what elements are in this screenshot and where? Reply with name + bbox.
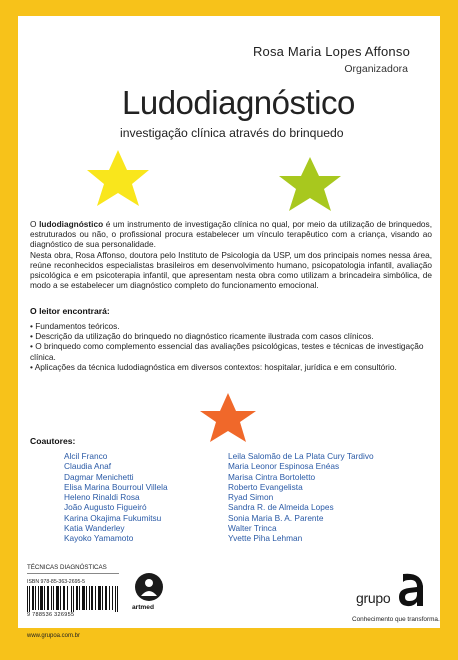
list-item: • Fundamentos teóricos.	[30, 321, 120, 331]
series-label: TÉCNICAS DIAGNÓSTICAS	[27, 564, 107, 571]
reader-heading: O leitor encontrará:	[30, 306, 110, 316]
artmed-logo-icon	[134, 572, 164, 602]
barcode-icon	[27, 586, 119, 612]
description-paragraph-1: O ludodiagnóstico é um instrumento de investigação clínica no qual, por meio da utilização de brinquedos, estruturados ou não, o profissional procura estabelecer um vínculo terapêutico com a criança, visando ao diagnóstico de sua personalidade.	[30, 219, 432, 250]
coauthor-name: Sonia Maria B. A. Parente	[228, 512, 324, 523]
coauthors-column-left	[64, 451, 168, 544]
coauthor-name: Claudia Anaf	[64, 461, 112, 472]
coauthors-heading: Coautores:	[30, 436, 76, 446]
coauthor-name: Sandra R. de Almeida Lopes	[228, 502, 334, 513]
reader-bullet-list	[30, 321, 434, 372]
highlight-term: ludodiagnóstico	[39, 219, 104, 229]
coauthor-name: Elisa Marina Bourroul Villela	[64, 481, 168, 492]
book-title: Ludodiagnóstico	[122, 84, 355, 121]
divider	[27, 573, 119, 574]
coauthor-name: Walter Trinca	[228, 523, 277, 534]
coauthor-name: Maria Leonor Espinosa Enéas	[228, 461, 340, 472]
coauthor-name: Katia Wanderley	[64, 523, 125, 534]
coauthors-column-right	[228, 451, 374, 544]
coauthor-name: Alcil Franco	[64, 451, 108, 461]
description-paragraph-2: Nesta obra, Rosa Affonso, doutora pelo Instituto de Psicologia da USP, um dos principais nomes nessa área, reúne reconhecidos especialistas brasileiros em desenvolvimento humano, psicopatologia infantil, avaliação psicológica e em psicoterapia infantil, que apresentam nesta obra como utilizam a brincadeira simbólica, de modo a se estabelecer um diagnóstico completo do funcionamento emocional.	[30, 249, 432, 291]
author-role: Organizadora	[344, 63, 408, 75]
coauthor-name: João Augusto Figueiró	[64, 502, 147, 513]
coauthor-name: Marisa Cintra Bortoletto	[228, 471, 316, 482]
barcode-number: 9 788536 326955	[27, 612, 75, 618]
list-item: • Descrição da utilização do brinquedo no diagnóstico ricamente ilustrada com casos clínicos.	[30, 331, 374, 342]
website-url: www.grupoa.com.br	[27, 633, 81, 639]
coauthor-name: Leila Salomão de La Plata Cury Tardivo	[228, 451, 374, 461]
author-name: Rosa Maria Lopes Affonso	[252, 44, 410, 59]
coauthor-name: Karina Okajima Fukumitsu	[64, 512, 162, 523]
coauthor-name: Roberto Evangelista	[228, 481, 303, 492]
grupo-a-wordmark: grupo	[356, 590, 391, 606]
grupo-a-tagline: Conhecimento que transforma.	[352, 616, 440, 623]
book-subtitle: investigação clínica através do brinquedo	[120, 126, 344, 140]
coauthor-name: Ryad Simon	[228, 492, 274, 503]
description	[30, 219, 432, 290]
publisher-label: artmed	[132, 604, 154, 611]
list-item: • Aplicações da técnica ludodiagnóstica em diversos contextos: hospitalar, jurídica e em consultório.	[30, 361, 397, 372]
coauthor-name: Yvette Piha Lehman	[228, 533, 303, 544]
coauthor-name: Heleno Rinaldi Rosa	[64, 492, 140, 503]
isbn-text: ISBN 978-85-363-2695-5	[27, 579, 85, 585]
list-item: • O brinquedo como complemento essencial das avaliações psicológicas, testes e técnicas de investigação clínica.	[30, 341, 424, 362]
coauthor-name: Dagmar Menichetti	[64, 471, 134, 482]
coauthor-name: Kayoko Yamamoto	[64, 533, 134, 544]
grupo-a-logo-icon	[397, 572, 427, 608]
